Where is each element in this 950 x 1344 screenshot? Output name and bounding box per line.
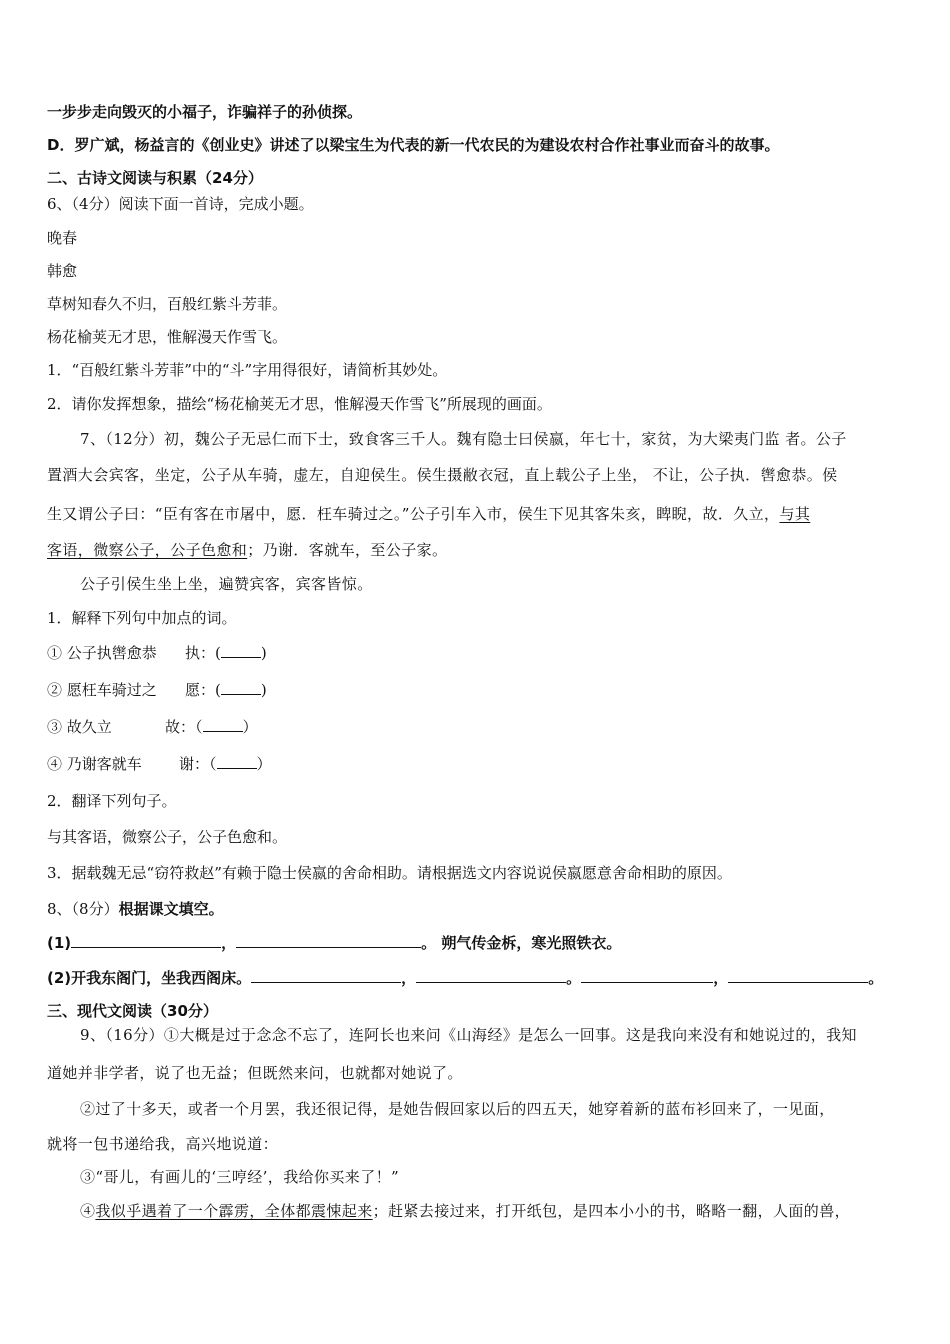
question-8-instruction: 根据课文填空。 xyxy=(118,900,224,918)
fill-blank-2c[interactable] xyxy=(581,968,713,983)
fill-blank-1a[interactable] xyxy=(71,933,221,948)
fill-item-1 xyxy=(47,932,621,954)
fill-given-text: 。 朔气传金柝，寒光照铁衣。 xyxy=(421,934,622,952)
section-3-heading: 三、现代文阅读（30分） xyxy=(47,1002,218,1020)
item-word: 愿：( xyxy=(185,681,221,699)
item-word: 谢：（ xyxy=(179,755,217,773)
question-6-2: 2．请你发挥想象，描绘“杨花榆荚无才思，惟解漫天作雪飞”所展现的画面。 xyxy=(47,395,552,413)
explain-item-3 xyxy=(47,716,258,738)
question-9-para-2-line-2: 就将一包书递给我，高兴地说道： xyxy=(47,1135,279,1153)
passage-text: ；赶紧去接过来，打开纸包，是四本小小的书，略略一翻，人面的兽， xyxy=(372,1202,851,1220)
item-close: ） xyxy=(242,718,258,736)
poem-line-1: 草树知春久不归，百般红紫斗芳菲。 xyxy=(47,295,288,313)
option-d: D．罗广斌，杨益言的《创业史》讲述了以梁宝生为代表的新一代农民的为建设农村合作社事业而奋斗的故事。 xyxy=(47,136,780,154)
question-7-1: 1．解释下列句中加点的词。 xyxy=(47,609,237,627)
fill-period: 。 xyxy=(868,969,884,987)
question-7-passage-line-4 xyxy=(47,539,447,561)
fill-number: (1) xyxy=(47,934,72,952)
item-close: ） xyxy=(256,755,272,773)
question-7-2-sentence: 与其客语，微察公子，公子色愈和。 xyxy=(47,828,288,846)
option-c-tail: 一步步走向毁灭的小福子，诈骗祥子的孙侦探。 xyxy=(47,103,363,121)
poem-line-2: 杨花榆荚无才思，惟解漫天作雪飞。 xyxy=(47,328,288,346)
fill-comma: ， xyxy=(221,934,237,952)
underlined-sentence: 我似乎遇着了一个霹雳，全体都震悚起来 xyxy=(95,1202,373,1220)
explain-item-1 xyxy=(47,642,267,664)
fill-blank-2a[interactable] xyxy=(251,968,401,983)
question-9-para-4 xyxy=(80,1200,850,1222)
poem-author: 韩愈 xyxy=(47,262,78,280)
fill-item-2 xyxy=(47,967,883,989)
question-7-2: 2．翻译下列句子。 xyxy=(47,792,177,810)
question-9-para-1-line-1: 9、（16分）①大概是过于念念不忘了，连阿长也来问《山海经》是怎么一回事。这是我向来没有和她说过的，我知 xyxy=(80,1026,857,1044)
fill-comma: ， xyxy=(401,969,417,987)
question-7-passage-line-3 xyxy=(47,503,810,525)
item-word: 执：( xyxy=(185,644,221,662)
question-7-passage-line-5: 公子引侯生坐上坐，遍赞宾客，宾客皆惊。 xyxy=(80,575,373,593)
question-7-passage-line-2: 置酒大会宾客，坐定，公子从车骑，虚左，自迎侯生。侯生摄敝衣冠，直上载公子上坐， 不让，公子执．辔愈恭。侯 xyxy=(47,466,838,484)
para-number: ④ xyxy=(80,1202,96,1220)
question-7-3: 3．据载魏无忌“窃符救赵”有赖于隐士侯嬴的舍命相助。请根据选文内容说说侯嬴愿意舍命相助的原因。 xyxy=(47,864,732,882)
question-9-para-2-line-1: ②过了十多天，或者一个月罢，我还很记得，是她告假回家以后的四五天，她穿着新的蓝布衫回来了，一见面， xyxy=(80,1100,835,1118)
question-9-para-3: ③“哥儿，有画儿的‘三哼经’，我给你买来了！” xyxy=(80,1168,400,1186)
passage-text: 生又谓公子曰：“臣有客在市屠中，愿．枉车骑过之。”公子引车入市，侯生下见其客朱亥，睥睨，故．久立， xyxy=(47,505,780,523)
item-sentence: ① 公子执辔愈恭 xyxy=(47,644,157,662)
fill-blank-2b[interactable] xyxy=(416,968,566,983)
answer-blank[interactable] xyxy=(221,643,261,658)
fill-comma: ， xyxy=(713,969,729,987)
item-close: ) xyxy=(260,644,267,662)
answer-blank[interactable] xyxy=(221,680,261,695)
underlined-sentence-end: 客语，微察公子，公子色愈和 xyxy=(47,541,248,559)
item-sentence: ③ 故久立 xyxy=(47,718,112,736)
explain-item-2 xyxy=(47,679,267,701)
fill-blank-1b[interactable] xyxy=(236,933,421,948)
question-9-para-1-line-2: 道她并非学者，说了也无益；但既然来问，也就都对她说了。 xyxy=(47,1064,463,1082)
answer-blank[interactable] xyxy=(203,717,243,732)
section-2-heading: 二、古诗文阅读与积累（24分） xyxy=(47,169,263,187)
question-8-stem xyxy=(47,898,224,920)
fill-given-text: (2)开我东阁门，坐我西阁床。 xyxy=(47,969,252,987)
underlined-sentence-start: 与其 xyxy=(779,505,811,523)
question-8-number: 8、（8分） xyxy=(47,900,119,918)
fill-blank-2d[interactable] xyxy=(728,968,868,983)
item-close: ) xyxy=(260,681,267,699)
question-6-stem: 6、（4分）阅读下面一首诗，完成小题。 xyxy=(47,195,314,213)
passage-text: ；乃谢．客就车，至公子家。 xyxy=(247,541,448,559)
question-6-1: 1．“百般红紫斗芳菲”中的“斗”字用得很好，请简析其妙处。 xyxy=(47,361,448,379)
item-word: 故：（ xyxy=(165,718,203,736)
item-sentence: ④ 乃谢客就车 xyxy=(47,755,142,773)
fill-period: 。 xyxy=(566,969,582,987)
item-sentence: ② 愿枉车骑过之 xyxy=(47,681,157,699)
question-7-passage-line-1: 7、（12分）初，魏公子无忌仁而下士，致食客三千人。魏有隐士曰侯嬴，年七十，家贫，为大梁夷门监 者。公子 xyxy=(80,430,847,448)
poem-title: 晚春 xyxy=(47,229,78,247)
explain-item-4 xyxy=(47,753,272,775)
answer-blank[interactable] xyxy=(217,754,257,769)
